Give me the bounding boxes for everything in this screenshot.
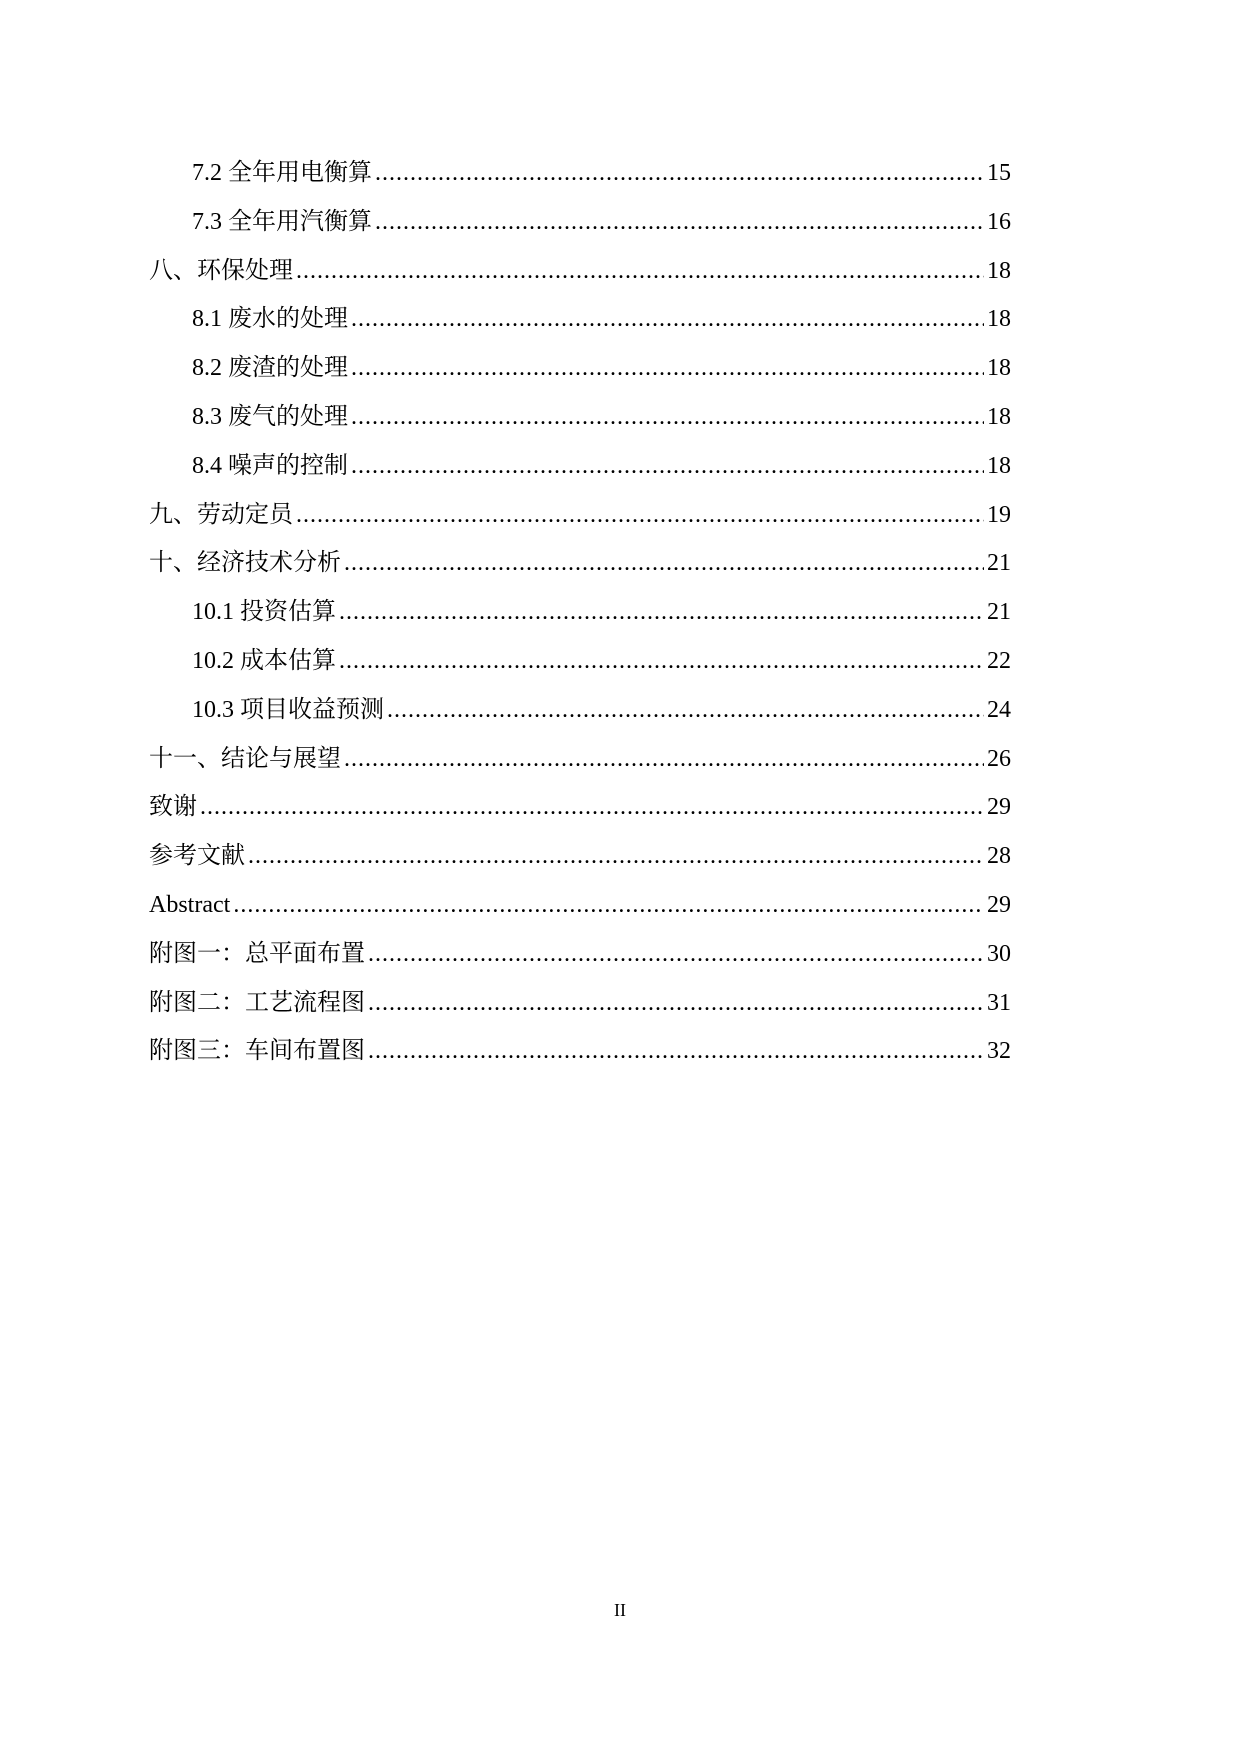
toc-entry-label: 8.1 废水的处理 <box>192 306 348 333</box>
toc-entry[interactable] <box>149 789 1011 838</box>
toc-entry-page: 18 <box>987 452 1011 479</box>
toc-entry-label: 8.4 噪声的控制 <box>192 452 348 479</box>
toc-entry-label: 7.3 全年用汽衡算 <box>192 208 372 235</box>
toc-entry-page: 18 <box>987 355 1011 382</box>
toc-entry[interactable] <box>149 936 1011 985</box>
leader-dots <box>248 838 984 874</box>
toc-entry[interactable] <box>149 301 1011 350</box>
toc-entry-page: 30 <box>987 940 1011 967</box>
toc-entry-label: 九、劳动定员 <box>149 501 293 528</box>
toc-entry-page: 32 <box>987 1038 1011 1065</box>
toc-entry[interactable] <box>149 643 1011 692</box>
leader-dots <box>351 301 984 337</box>
leader-dots <box>339 643 984 679</box>
table-of-contents <box>149 155 1011 1082</box>
toc-entry-label: 8.3 废气的处理 <box>192 403 348 430</box>
toc-entry-page: 24 <box>987 696 1011 723</box>
toc-entry-label: 十、经济技术分析 <box>149 550 341 577</box>
toc-entry-label: Abstract <box>149 891 231 918</box>
leader-dots <box>344 741 984 777</box>
toc-entry[interactable] <box>149 448 1011 497</box>
toc-entry-page: 19 <box>987 501 1011 528</box>
toc-entry-page: 16 <box>987 208 1011 235</box>
toc-entry[interactable] <box>149 887 1011 936</box>
toc-entry-label: 十一、结论与展望 <box>149 745 341 772</box>
leader-dots <box>200 789 984 825</box>
toc-entry-label: 参考文献 <box>149 843 245 870</box>
leader-dots <box>387 692 984 728</box>
leader-dots <box>339 594 984 630</box>
toc-entry-page: 29 <box>987 891 1011 918</box>
leader-dots <box>296 497 984 533</box>
toc-entry-label: 7.2 全年用电衡算 <box>192 160 372 186</box>
toc-entry-label: 致谢 <box>149 794 197 821</box>
toc-entry-label: 8.2 废渣的处理 <box>192 355 348 382</box>
toc-entry-page: 21 <box>987 550 1011 577</box>
toc-entry[interactable] <box>149 399 1011 448</box>
leader-dots <box>344 545 984 581</box>
toc-entry[interactable] <box>149 545 1011 594</box>
toc-entry-label: 附图一：总平面布置 <box>149 940 365 967</box>
toc-entry-page: 18 <box>987 257 1011 284</box>
toc-entry-label: 10.3 项目收益预测 <box>192 696 384 723</box>
toc-entry-label: 八、环保处理 <box>149 257 293 284</box>
page-number: II <box>614 1600 626 1620</box>
toc-entry[interactable] <box>149 838 1011 887</box>
toc-entry-page: 18 <box>987 306 1011 333</box>
toc-entry-page: 29 <box>987 794 1011 821</box>
leader-dots <box>368 1033 984 1069</box>
toc-entry[interactable] <box>149 350 1011 399</box>
leader-dots <box>351 399 984 435</box>
toc-entry-page: 18 <box>987 403 1011 430</box>
toc-entry-page: 31 <box>987 989 1011 1016</box>
leader-dots <box>375 204 984 240</box>
toc-entry[interactable] <box>149 594 1011 643</box>
leader-dots <box>296 253 984 289</box>
toc-entry-page: 26 <box>987 745 1011 772</box>
leader-dots <box>233 887 984 923</box>
toc-entry[interactable] <box>149 692 1011 741</box>
toc-entry[interactable] <box>149 741 1011 790</box>
toc-entry[interactable] <box>149 1033 1011 1082</box>
toc-entry-label: 10.1 投资估算 <box>192 599 336 626</box>
leader-dots <box>368 936 984 972</box>
toc-entry[interactable] <box>149 985 1011 1034</box>
leader-dots <box>375 155 984 191</box>
toc-entry-label: 10.2 成本估算 <box>192 647 336 674</box>
toc-entry[interactable] <box>149 155 1011 204</box>
toc-entry-label: 附图二：工艺流程图 <box>149 989 365 1016</box>
toc-entry-page: 22 <box>987 647 1011 674</box>
leader-dots <box>368 985 984 1021</box>
leader-dots <box>351 350 984 386</box>
toc-entry-page: 15 <box>987 160 1011 186</box>
toc-entry[interactable] <box>149 497 1011 546</box>
toc-entry-label: 附图三：车间布置图 <box>149 1038 365 1065</box>
leader-dots <box>351 448 984 484</box>
toc-entry[interactable] <box>149 253 1011 302</box>
toc-entry[interactable] <box>149 204 1011 253</box>
toc-entry-page: 28 <box>987 843 1011 870</box>
toc-entry-page: 21 <box>987 599 1011 626</box>
